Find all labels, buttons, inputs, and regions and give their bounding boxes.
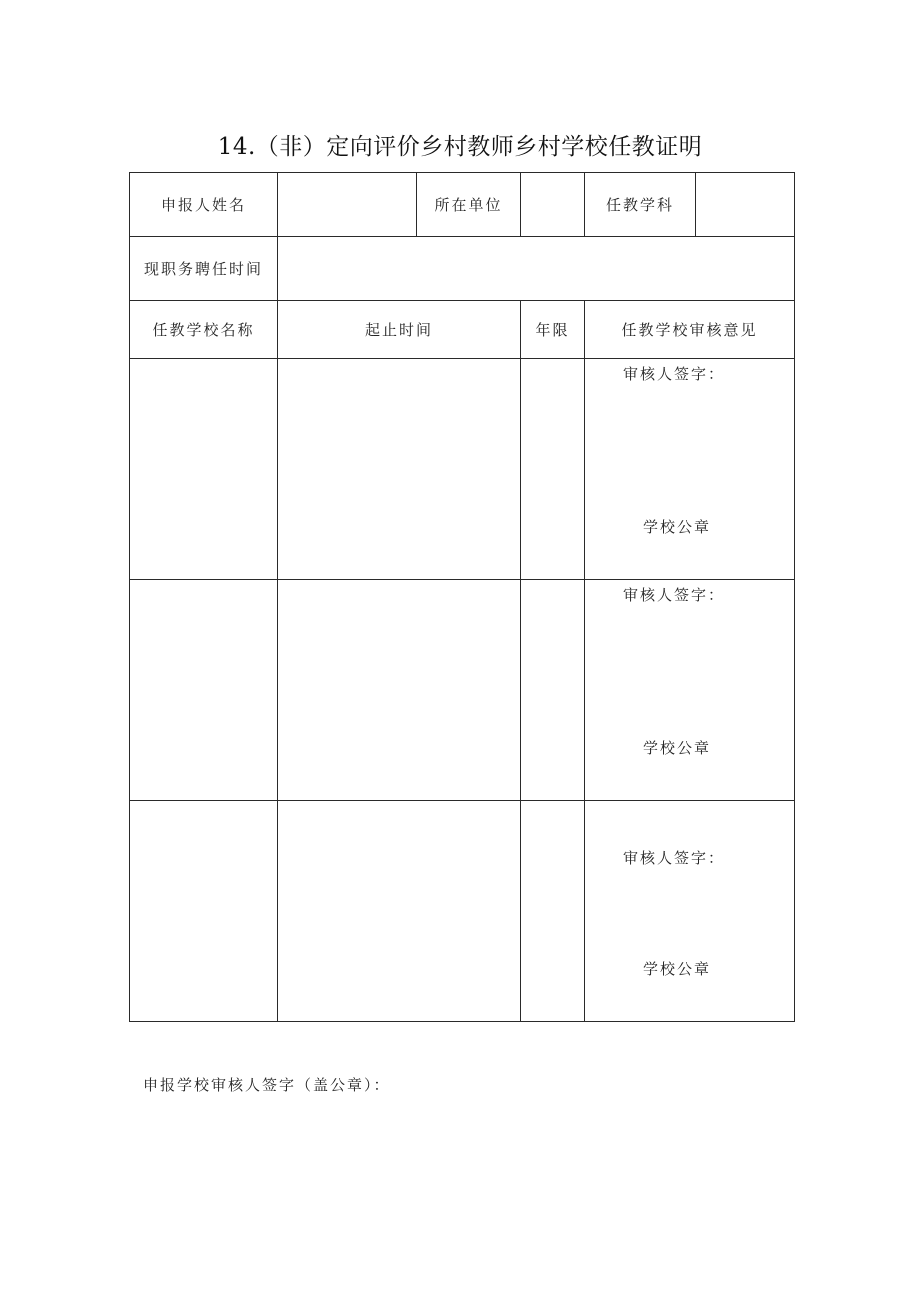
applicant-name-label: 申报人姓名 xyxy=(130,173,278,237)
applicant-info-row xyxy=(130,173,795,237)
school-seal-label: 学校公章 xyxy=(643,518,712,536)
unit-field[interactable] xyxy=(521,173,585,237)
entry-years-field[interactable] xyxy=(521,801,585,1022)
applicant-name-field[interactable] xyxy=(278,173,417,237)
entry-review-opinion-cell[interactable] xyxy=(585,801,795,1022)
reviewer-signature-label: 审核人签字： xyxy=(623,586,726,604)
appointment-time-field[interactable] xyxy=(278,237,795,301)
entry-school-name-field[interactable] xyxy=(130,801,278,1022)
applicant-school-reviewer-signature: 申报学校审核人签字（盖公章）： xyxy=(143,1076,391,1094)
unit-label: 所在单位 xyxy=(417,173,521,237)
entry-row xyxy=(130,580,795,801)
entry-row xyxy=(130,801,795,1022)
col-review-opinion-header: 任教学校审核意见 xyxy=(585,301,795,359)
entry-period-field[interactable] xyxy=(278,801,521,1022)
document-title: 14.（非）定向评价乡村教师乡村学校任教证明 xyxy=(217,134,703,160)
entry-school-name-field[interactable] xyxy=(130,580,278,801)
school-seal-label: 学校公章 xyxy=(643,739,712,757)
reviewer-signature-label: 审核人签字： xyxy=(623,365,726,383)
col-period-header: 起止时间 xyxy=(278,301,521,359)
entry-period-field[interactable] xyxy=(278,580,521,801)
entry-row xyxy=(130,359,795,580)
entry-review-opinion-cell[interactable] xyxy=(585,580,795,801)
col-years-header: 年限 xyxy=(521,301,585,359)
column-header-row xyxy=(130,301,795,359)
entry-years-field[interactable] xyxy=(521,580,585,801)
entry-years-field[interactable] xyxy=(521,359,585,580)
entry-school-name-field[interactable] xyxy=(130,359,278,580)
entry-review-opinion-cell[interactable] xyxy=(585,359,795,580)
entry-period-field[interactable] xyxy=(278,359,521,580)
col-school-name-header: 任教学校名称 xyxy=(130,301,278,359)
appointment-time-label: 现职务聘任时间 xyxy=(130,237,278,301)
school-seal-label: 学校公章 xyxy=(643,960,712,978)
certificate-form-table xyxy=(129,172,795,1022)
subject-field[interactable] xyxy=(696,173,795,237)
appointment-row xyxy=(130,237,795,301)
subject-label: 任教学科 xyxy=(585,173,696,237)
reviewer-signature-label: 审核人签字： xyxy=(623,849,726,867)
